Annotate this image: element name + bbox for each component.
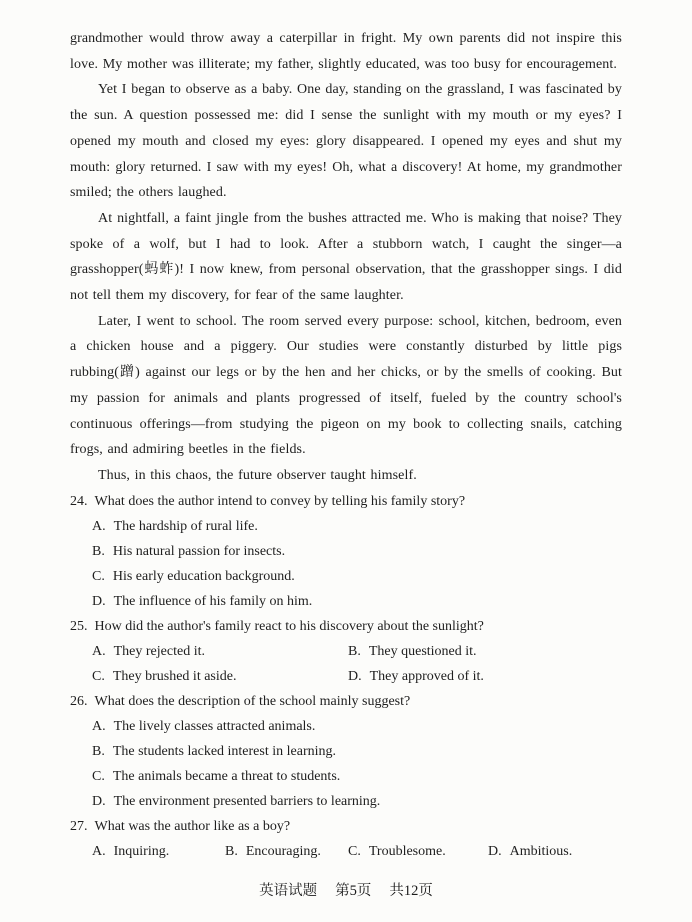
question-text: How did the author's family react to his discovery about the sunlight? (94, 618, 484, 634)
passage-paragraph: At nightfall, a faint jingle from the bushes attracted me. Who is making that noise? They spoke of a wolf, but I had to look. After a stubborn watch, I caught the singer—a grasshopper(蚂蚱)! I now knew, from personal observation, that the grasshopper sings. I did not tell them my discovery, for fear of the same laughter. (70, 210, 622, 304)
page-footer (0, 879, 692, 900)
options-list (70, 714, 622, 814)
option-26-c (92, 764, 622, 789)
option-text: Ambitious. (509, 843, 573, 859)
option-letter: C. (92, 668, 105, 684)
option-letter: B. (92, 543, 105, 559)
option-letter: C. (92, 568, 105, 584)
option-text: Inquiring. (113, 843, 170, 859)
option-26-b (92, 739, 622, 764)
options-list (70, 514, 622, 614)
option-text: His early education background. (112, 568, 295, 584)
option-letter: B. (92, 743, 105, 759)
option-text: Encouraging. (245, 843, 321, 859)
question-stem (70, 814, 622, 839)
option-text: They questioned it. (368, 643, 477, 659)
option-text: They approved of it. (369, 668, 484, 684)
passage-paragraph: grandmother would throw away a caterpillar in fright. My own parents did not inspire this love. My mother was illiterate; my father, slightly educated, was too busy for encouragement. (70, 31, 622, 72)
question-number: 26. (70, 693, 88, 709)
option-24-b (92, 539, 622, 564)
option-letter: B. (348, 643, 361, 659)
option-27-c (348, 839, 488, 864)
passage-paragraph: Later, I went to school. The room served every purpose: school, kitchen, bedroom, even a chicken house and a piggery. Our studies were constantly disturbed by little pigs rubbing(蹭) against our legs or by the hen and her chicks, or by the smells of cooking. But my passion for animals and plants progressed of itself, fueled by the country school's continuous offerings—from studying the pigeon on my book to collecting snails, catching frogs, and admiring beetles in the fields. (70, 313, 622, 458)
option-24-a (92, 514, 622, 539)
option-26-d (92, 789, 622, 814)
question-number: 25. (70, 618, 88, 634)
option-letter: D. (488, 843, 502, 859)
option-27-b (225, 839, 348, 864)
option-text: They brushed it aside. (112, 668, 237, 684)
option-text: The lively classes attracted animals. (113, 718, 316, 734)
footer-total-pages: 共12页 (389, 883, 433, 899)
option-letter: D. (348, 668, 362, 684)
footer-page-number: 第5页 (335, 883, 372, 899)
question-text: What does the author intend to convey by telling his family story? (94, 493, 466, 509)
question-stem (70, 614, 622, 639)
option-text: His natural passion for insects. (112, 543, 286, 559)
footer-doc-title: 英语试题 (259, 883, 318, 899)
question-text: What does the description of the school mainly suggest? (94, 693, 411, 709)
option-text: Troublesome. (368, 843, 446, 859)
option-letter: A. (92, 643, 106, 659)
option-letter: C. (348, 843, 361, 859)
option-27-d (488, 839, 572, 864)
option-letter: A. (92, 718, 106, 734)
options-grid (70, 639, 622, 689)
reading-passage (70, 26, 622, 489)
option-26-a (92, 714, 622, 739)
question-number: 27. (70, 818, 88, 834)
option-letter: C. (92, 768, 105, 784)
question-26 (70, 689, 622, 814)
question-24 (70, 489, 622, 614)
option-text: The environment presented barriers to learning. (113, 793, 381, 809)
option-letter: D. (92, 793, 106, 809)
option-27-a (92, 839, 225, 864)
question-stem (70, 689, 622, 714)
option-24-c (92, 564, 622, 589)
option-text: They rejected it. (113, 643, 205, 659)
option-text: The animals became a threat to students. (112, 768, 341, 784)
question-text: What was the author like as a boy? (94, 818, 291, 834)
option-letter: B. (225, 843, 238, 859)
questions-section (70, 489, 622, 864)
question-25 (70, 614, 622, 689)
question-27 (70, 814, 622, 864)
option-text: The influence of his family on him. (113, 593, 313, 609)
option-letter: A. (92, 518, 106, 534)
option-letter: A. (92, 843, 106, 859)
option-25-d (348, 664, 622, 689)
passage-paragraph: Yet I began to observe as a baby. One day, standing on the grassland, I was fascinated by the sun. A question possessed me: did I sense the sunlight with my mouth or my eyes? I opened my mouth and closed my eyes: glory disappeared. I opened my eyes and shut my mouth: glory returned. I saw with my eyes! Oh, what a discovery! At home, my grandmother smiled; the others laughed. (70, 82, 622, 201)
option-text: The students lacked interest in learning. (112, 743, 336, 759)
option-letter: D. (92, 593, 106, 609)
option-25-b (348, 639, 622, 664)
option-24-d (92, 589, 622, 614)
option-25-a (92, 639, 348, 664)
question-stem (70, 489, 622, 514)
passage-paragraph: Thus, in this chaos, the future observer taught himself. (98, 467, 417, 483)
option-text: The hardship of rural life. (113, 518, 258, 534)
question-number: 24. (70, 493, 88, 509)
option-25-c (92, 664, 348, 689)
options-row (70, 839, 622, 864)
